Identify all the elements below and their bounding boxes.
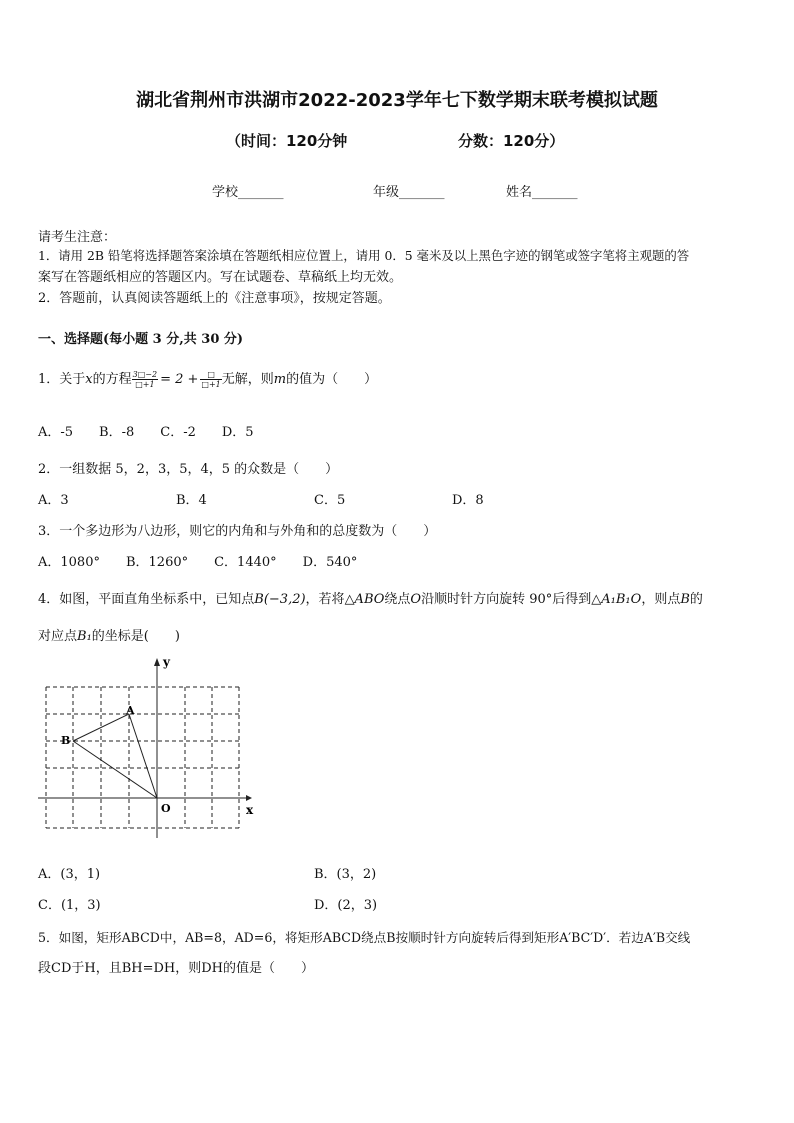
question-1-options: A．-5 B．-8 C．-2 D．5 (38, 425, 254, 440)
question-4-stem (38, 588, 703, 607)
section-heading: 一、选择题(每小题 3 分,共 30 分) (38, 332, 244, 347)
axis-label-x: x (246, 803, 254, 817)
coordinate-figure (30, 652, 260, 842)
question-3-options: A．1080° B．1260° C．1440° D．540° (38, 555, 358, 570)
q2-option-d: D．8 (452, 493, 484, 508)
y-axis-arrow-icon (154, 658, 160, 666)
question-5-line-1: 5．如图，矩形ABCD中，AB=8，AD=6，将矩形ABCD绕点B按顺时针方向旋转后得到矩形A′BC′D′．若边A′B交线 (38, 930, 691, 945)
q4-option-d: D．(2，3) (314, 898, 378, 913)
q1-equals: = 2 + (160, 372, 199, 387)
q4-option-b: B．(3，2) (314, 867, 377, 882)
point-label-o: O (161, 802, 171, 815)
notice-line-2: 案写在答题纸相应的答题区内。写在试题卷、草稿纸上均无效。 (38, 270, 403, 285)
question-1-stem (38, 368, 377, 389)
q1-fraction-1 (132, 370, 158, 389)
q4-triangle-a1b1o: △A₁B₁O (591, 592, 642, 607)
q1-frac1-den: □+1 (135, 380, 155, 389)
question-2-stem: 2．一组数据 5，2，3，5，4，5 的众数是（ ） (38, 462, 339, 477)
exam-title: 湖北省荆州市洪湖市2022-2023学年七下数学期末联考模拟试题 (136, 90, 658, 111)
exam-score: 分数：120分） (458, 132, 565, 150)
q1-mid1: 的方程 (92, 372, 132, 387)
notice-heading: 请考生注意： (38, 230, 117, 245)
q4-p5: ，则点 (641, 592, 681, 607)
q4-p4: 沿顺时针方向旋转 90°后得到 (421, 592, 592, 607)
q4-option-a: A．(3，1) (38, 867, 101, 882)
q1-frac2-num: □ (200, 370, 221, 380)
q2-option-a: A．3 (38, 493, 69, 508)
q4-triangle-abo: △ABO (344, 592, 385, 607)
q4-option-c: C．(1，3) (38, 898, 101, 913)
grid-lines (46, 687, 239, 828)
q4-p2: ，若将 (305, 592, 345, 607)
q1-var-m: m (273, 372, 287, 387)
q2-option-c: C．5 (314, 493, 346, 508)
question-5-line-2: 段CD于H，且BH=DH，则DH的值是（ ） (38, 961, 315, 976)
q4-line2-pre: 对应点 (38, 629, 78, 644)
q1-suffix: 的值为（ ） (286, 372, 378, 387)
q4-point-o: O (410, 592, 422, 607)
school-field: 学校_______ (212, 185, 284, 200)
segment-ao (129, 714, 157, 798)
q1-frac2-den: □+1 (201, 380, 221, 389)
q1-var-x: x (85, 372, 93, 387)
q4-line2-post: 的坐标是( ) (91, 629, 180, 644)
q4-point-b-ref: B (680, 592, 690, 607)
q1-prefix: 1．关于 (38, 372, 86, 387)
q4-p1: 4．如图，平面直角坐标系中，已知点 (38, 592, 255, 607)
name-field: 姓名_______ (506, 185, 578, 200)
q4-p3: 绕点 (384, 592, 411, 607)
notice-line-1: 1．请用 2B 铅笔将选择题答案涂填在答题纸相应位置上，请用 0．5 毫米及以上黑色字迹的钢笔或签字笔将主观题的答 (38, 248, 690, 263)
grade-field: 年级_______ (373, 185, 445, 200)
q1-frac1-num: 3□−2 (132, 370, 158, 379)
q4-point-b: B(−3,2) (254, 592, 306, 607)
segment-bo (73, 741, 157, 798)
point-label-a: A (126, 704, 135, 717)
q2-option-b: B．4 (176, 493, 207, 508)
notice-line-3: 2．答题前，认真阅读答题纸上的《注意事项》，按规定答题。 (38, 291, 391, 306)
axis-label-y: y (163, 655, 170, 669)
exam-time: （时间：120分钟 (226, 132, 348, 150)
x-axis-arrow-icon (246, 795, 252, 801)
question-4-stem-line2 (38, 625, 180, 644)
q1-fraction-2 (200, 370, 221, 389)
q1-mid2: 无解，则 (221, 372, 274, 387)
point-label-b: B (61, 734, 71, 747)
q4-point-b1: B₁ (77, 629, 92, 644)
question-3-stem: 3．一个多边形为八边形，则它的内角和与外角和的总度数为（ ） (38, 524, 437, 539)
q4-p6: 的 (689, 592, 703, 607)
